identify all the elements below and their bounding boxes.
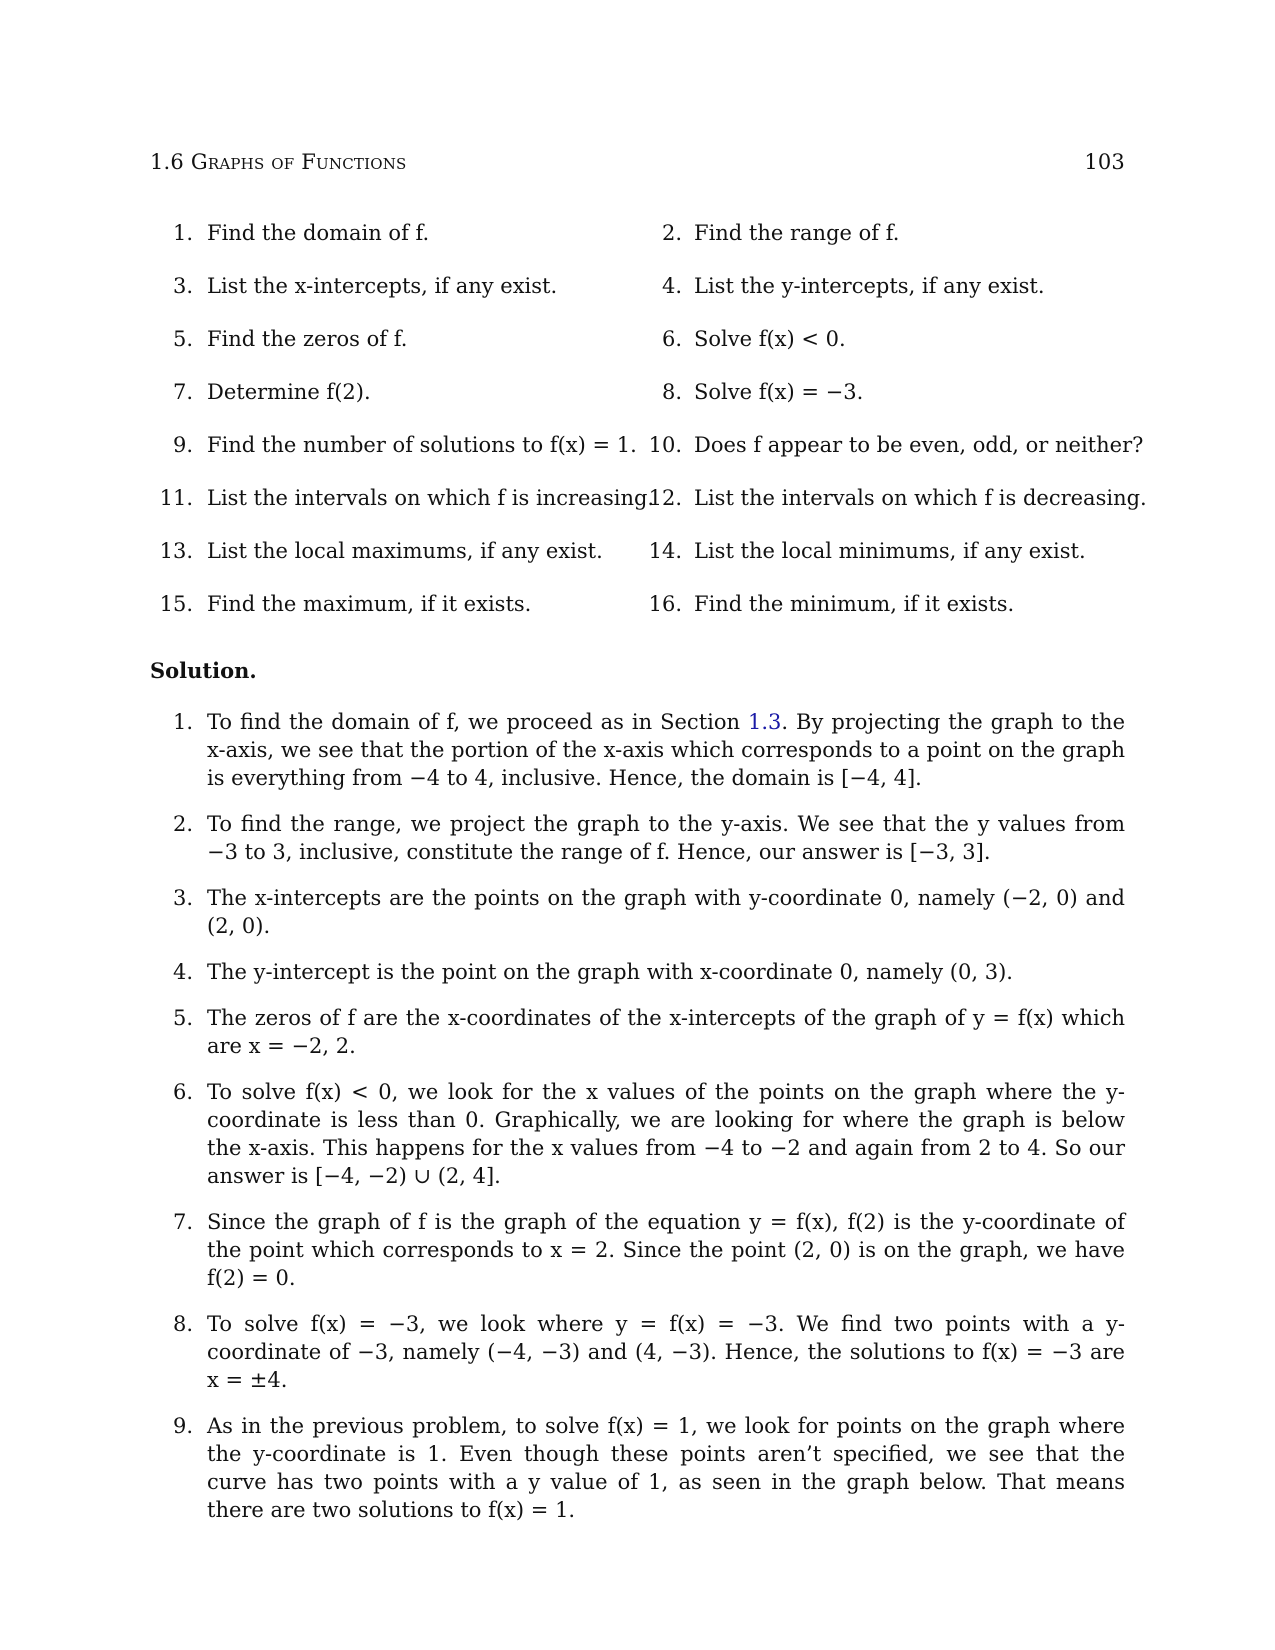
exercise-row xyxy=(150,378,1125,431)
exercise-row xyxy=(150,537,1125,590)
solution-text: To solve f(x) < 0, we look for the x values of the points on the graph where the y-coordinate is less than 0. Graphically, we are looking for where the graph is below the x-axis. This happens for the x values from −4 to −2 and again from 2 to 4. So our answer is [−4, −2) ∪ (2, 4]. xyxy=(207,1080,1125,1188)
exercise-number: 14. xyxy=(648,539,682,563)
solution-text: The x-intercepts are the points on the graph with y-coordinate 0, namely (−2, 0) and (2, 0). xyxy=(207,886,1125,938)
solution-text-part: To find the domain of f, we proceed as in Section xyxy=(207,710,748,734)
exercise-text: Find the range of f. xyxy=(694,221,900,245)
solution-text: To solve f(x) = −3, we look where y = f(x) = −3. We find two points with a y-coordinate of −3, namely (−4, −3) and (4, −3). Hence, the solutions to f(x) = −3 are x = ±4. xyxy=(207,1312,1125,1392)
exercise-number: 11. xyxy=(159,486,193,510)
solution-item xyxy=(150,958,1125,986)
exercise-number: 13. xyxy=(159,539,193,563)
exercise-text: Find the zeros of f. xyxy=(207,327,408,351)
exercise-row xyxy=(150,590,1125,643)
solution-list xyxy=(150,708,1125,1542)
exercise-number: 7. xyxy=(172,380,193,404)
running-title: 1.6 Graphs of Functions xyxy=(150,150,407,174)
solution-item xyxy=(150,1078,1125,1190)
exercise-text: Determine f(2). xyxy=(207,380,371,404)
exercise-row xyxy=(150,272,1125,325)
solution-number: 1. xyxy=(172,710,193,734)
solution-item xyxy=(150,1004,1125,1060)
solution-item xyxy=(150,884,1125,940)
exercise-number: 1. xyxy=(172,221,193,245)
exercise-list xyxy=(150,219,1147,643)
solution-number: 2. xyxy=(172,812,193,836)
exercise-number: 10. xyxy=(648,433,682,457)
exercise-text: List the intervals on which f is decreasing. xyxy=(694,486,1147,510)
exercise-text: Find the domain of f. xyxy=(207,221,430,245)
solution-item xyxy=(150,708,1125,792)
solution-text: As in the previous problem, to solve f(x) = 1, we look for points on the graph where the y-coordinate is 1. Even though these points aren’t specified, we see that the curve has two points with a y value of 1, as seen in the graph below. That means there are two solutions to f(x) = 1. xyxy=(207,1414,1125,1522)
solution-number: 6. xyxy=(172,1080,193,1104)
exercise-row xyxy=(150,431,1144,484)
exercise-number: 6. xyxy=(661,327,682,351)
solution-text: The zeros of f are the x-coordinates of the x-intercepts of the graph of y = f(x) which are x = −2, 2. xyxy=(207,1006,1125,1058)
exercise-text: Does f appear to be even, odd, or neither? xyxy=(694,433,1144,457)
exercise-number: 5. xyxy=(172,327,193,351)
exercise-text: List the y-intercepts, if any exist. xyxy=(694,274,1045,298)
solution-text-part: . By projecting the graph to the x-axis, we see that the portion of the x-axis which corresponds to a point on the graph is everything from −4 to 4, inclusive. Hence, the domain is [−4, 4]. xyxy=(207,710,1125,790)
exercise-text: List the local maximums, if any exist. xyxy=(207,539,603,563)
exercise-row xyxy=(150,325,1125,378)
solution-item xyxy=(150,1412,1125,1524)
exercise-number: 8. xyxy=(661,380,682,404)
exercise-number: 15. xyxy=(159,592,193,616)
exercise-number: 9. xyxy=(172,433,193,457)
page-number: 103 xyxy=(1084,150,1125,174)
exercise-text: Solve f(x) = −3. xyxy=(694,380,864,404)
exercise-number: 12. xyxy=(648,486,682,510)
exercise-text: Find the maximum, if it exists. xyxy=(207,592,532,616)
exercise-text: List the x-intercepts, if any exist. xyxy=(207,274,558,298)
exercise-text: Solve f(x) < 0. xyxy=(694,327,846,351)
exercise-number: 16. xyxy=(648,592,682,616)
solution-text: The y-intercept is the point on the graph with x-coordinate 0, namely (0, 3). xyxy=(207,960,1013,984)
exercise-number: 3. xyxy=(172,274,193,298)
solution-number: 3. xyxy=(172,886,193,910)
exercise-text: List the local minimums, if any exist. xyxy=(694,539,1086,563)
solution-text: To find the range, we project the graph to the y-axis. We see that the y values from −3 to 3, inclusive, constitute the range of f. Hence, our answer is [−3, 3]. xyxy=(207,812,1125,864)
solution-item xyxy=(150,1310,1125,1394)
solution-text: Since the graph of f is the graph of the equation y = f(x), f(2) is the y-coordinate of the point which corresponds to x = 2. Since the point (2, 0) is on the graph, we have f(2) = 0. xyxy=(207,1210,1125,1290)
exercise-text: Find the minimum, if it exists. xyxy=(694,592,1015,616)
solution-number: 9. xyxy=(172,1414,193,1438)
solution-item xyxy=(150,1208,1125,1292)
solution-number: 5. xyxy=(172,1006,193,1030)
solution-number: 4. xyxy=(172,960,193,984)
exercise-text: Find the number of solutions to f(x) = 1. xyxy=(207,433,637,457)
section-link[interactable]: 1.3 xyxy=(748,710,782,734)
solution-text xyxy=(207,708,1125,792)
running-header xyxy=(150,150,1125,180)
solution-item xyxy=(150,810,1125,866)
exercise-text: List the intervals on which f is increasing. xyxy=(207,486,655,510)
solution-heading: Solution. xyxy=(150,658,257,683)
exercise-row xyxy=(150,484,1147,537)
exercise-number: 2. xyxy=(661,221,682,245)
exercise-number: 4. xyxy=(661,274,682,298)
solution-number: 7. xyxy=(172,1210,193,1234)
solution-number: 8. xyxy=(172,1312,193,1336)
exercise-row xyxy=(150,219,1125,272)
